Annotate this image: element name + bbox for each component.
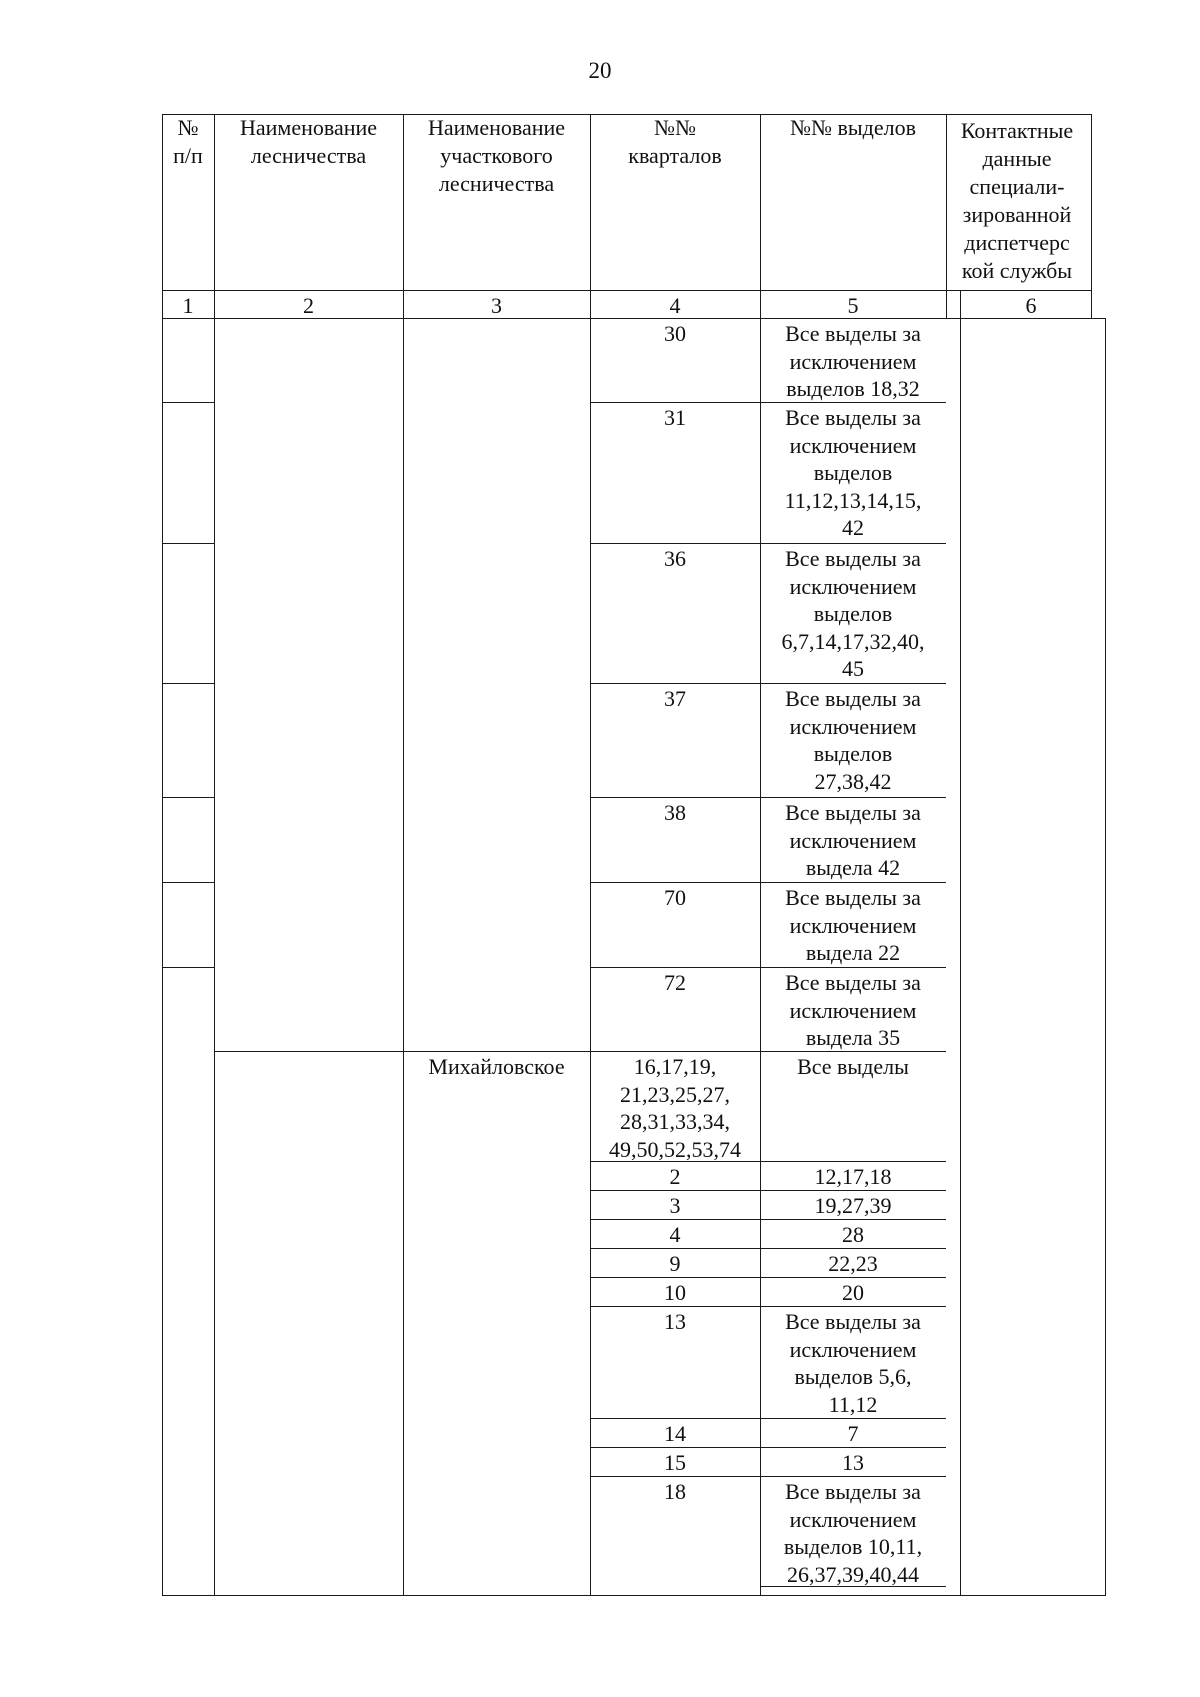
allotments-cell: 28: [842, 1222, 864, 1247]
column-divider: [960, 290, 961, 1596]
allotments-cell: Все выделы за исключением выдела 35: [785, 970, 921, 1050]
quarter-cell: 31: [664, 405, 686, 430]
row-separator: [590, 967, 946, 968]
allotments-cell: 12,17,18: [814, 1164, 892, 1189]
table-border-left: [162, 114, 163, 1596]
quarter-cell: 15: [664, 1450, 686, 1475]
allotments-cell: Все выделы за исключением выделов 27,38,42: [785, 686, 921, 794]
allotments-cell: 22,23: [828, 1251, 878, 1276]
quarter-cell: 36: [664, 546, 686, 571]
row-separator: [590, 1161, 946, 1162]
row-separator: [162, 402, 215, 403]
row-separator: [590, 1277, 946, 1278]
quarter-cell: 16,17,19, 21,23,25,27, 28,31,33,34, 49,50,52,53,74: [609, 1054, 741, 1162]
row-separator: [590, 1190, 946, 1191]
allotments-cell: Все выделы за исключением выдела 42: [785, 800, 921, 880]
header-col-quarters: №№ кварталов: [628, 115, 722, 168]
column-number-3: 3: [491, 293, 502, 318]
column-number-1: 1: [182, 293, 194, 318]
allotments-cell: Все выделы: [797, 1054, 909, 1079]
column-divider: [214, 114, 215, 1596]
row-separator: [590, 1306, 946, 1307]
header-rule: [162, 290, 1092, 291]
row-separator: [590, 402, 946, 403]
column-number-4: 4: [669, 293, 681, 318]
allotments-cell: 13: [842, 1450, 864, 1475]
row-separator: [162, 882, 215, 883]
quarter-cell: 9: [669, 1251, 681, 1276]
row-separator: [590, 1418, 946, 1419]
row-separator: [162, 683, 215, 684]
column-numbers-rule: [162, 318, 1106, 319]
column-divider: [403, 114, 404, 1596]
quarter-cell: 30: [664, 321, 686, 346]
allotments-cell: 19,27,39: [814, 1193, 892, 1218]
row-separator: [590, 797, 946, 798]
row-separator: [590, 882, 946, 883]
quarter-cell: 18: [664, 1479, 686, 1504]
row-separator: [590, 543, 946, 544]
column-divider: [760, 114, 761, 1596]
table-border-right: [1105, 318, 1106, 1596]
column-divider: [590, 114, 591, 1596]
table-border-bottom: [162, 1595, 1106, 1596]
allotments-cell: Все выделы за исключением выделов 6,7,14,17,32,40, 45: [781, 546, 925, 681]
row-separator: [162, 797, 215, 798]
table-border-top: [162, 114, 1092, 115]
table-border-right: [1091, 114, 1092, 318]
row-separator: [590, 683, 946, 684]
column-number-6: 6: [1025, 293, 1037, 318]
allotments-cell: Все выделы за исключением выдела 22: [785, 885, 921, 965]
header-col-contacts: Контактные данные специали- зированной диспетчерс кой службы: [960, 118, 1074, 283]
header-col-forestry: Наименование лесничества: [239, 115, 378, 168]
row-separator: [590, 1476, 946, 1477]
quarter-cell: 4: [669, 1222, 681, 1247]
column-number-2: 2: [303, 293, 314, 318]
row-separator: [590, 1219, 946, 1220]
allotments-cell: 20: [842, 1280, 864, 1305]
quarter-cell: 14: [664, 1421, 686, 1446]
quarter-cell: 72: [664, 970, 686, 995]
allotments-cell: Все выделы за исключением выделов 11,12,13,14,15, 42: [784, 405, 922, 540]
row-separator: [162, 967, 215, 968]
section-separator: [214, 1051, 946, 1052]
header-col-district-forestry: Наименование участкового лесничества: [427, 115, 566, 196]
column-divider: [946, 114, 947, 318]
row-separator: [162, 543, 215, 544]
quarter-cell: 3: [669, 1193, 681, 1218]
quarter-cell: 37: [664, 686, 686, 711]
quarter-cell: 38: [664, 800, 686, 825]
header-col-allotments: №№ выделов: [790, 115, 916, 140]
allotments-cell: 7: [847, 1421, 859, 1446]
column-number-5: 5: [847, 293, 859, 318]
allotments-cell: Все выделы за исключением выделов 18,32: [785, 321, 921, 401]
header-col-number: № п/п: [173, 115, 203, 168]
row-separator: [590, 1447, 946, 1448]
quarter-cell: 10: [664, 1280, 686, 1305]
page-number: 20: [588, 58, 612, 83]
quarter-cell: 2: [669, 1164, 681, 1189]
district-forestry-name: Михайловское: [428, 1054, 565, 1079]
allotments-cell: Все выделы за исключением выделов 10,11, 26,37,39,40,44: [783, 1479, 923, 1587]
quarter-cell: 13: [664, 1309, 686, 1334]
allotments-cell: Все выделы за исключением выделов 5,6, 11,12: [785, 1309, 921, 1417]
row-separator: [760, 1586, 946, 1587]
quarter-cell: 70: [664, 885, 686, 910]
row-separator: [590, 1248, 946, 1249]
